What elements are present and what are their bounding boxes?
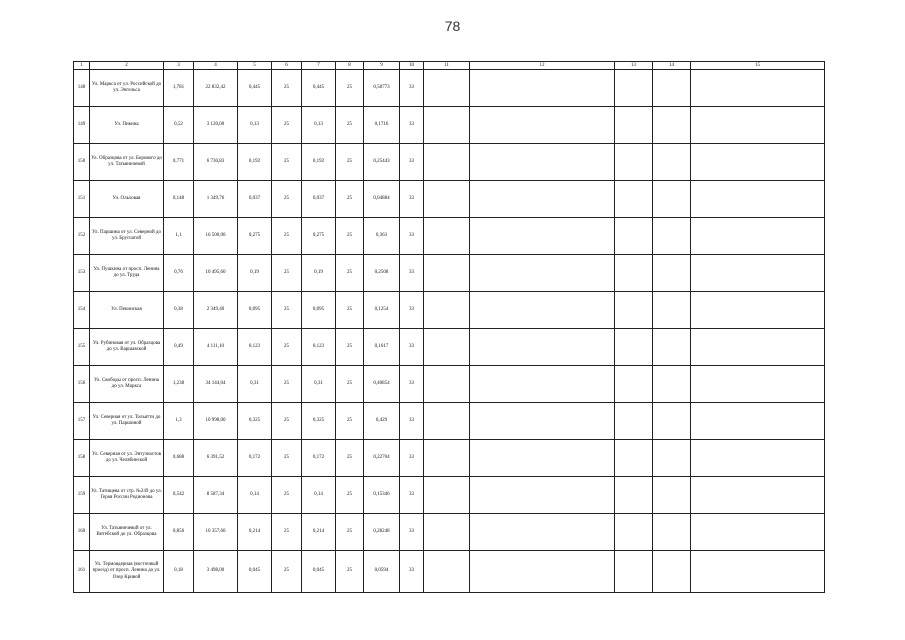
empty-cell-13 <box>615 477 653 514</box>
empty-cell-14 <box>653 551 691 593</box>
street-name-cell: Ул. Рубиновая от ул. Образцова до ул. Варшавской <box>90 329 164 366</box>
value-cell-c4: 10 357,60 <box>194 514 238 551</box>
row-number-cell: 148 <box>74 70 90 107</box>
value-cell-c7: 0,31 <box>302 366 336 403</box>
value-cell-c3: 1,3 <box>164 403 194 440</box>
value-cell-c3: 0,18 <box>164 551 194 593</box>
value-cell-c7: 0,172 <box>302 440 336 477</box>
value-cell-c6: 25 <box>272 70 302 107</box>
value-cell-c4: 16 500,00 <box>194 218 238 255</box>
empty-cell-11 <box>424 292 470 329</box>
page-number: 78 <box>444 18 461 34</box>
empty-cell-12 <box>470 514 615 551</box>
table-row <box>74 514 825 551</box>
value-cell-c7: 0,037 <box>302 181 336 218</box>
row-number-cell: 152 <box>74 218 90 255</box>
empty-cell-13 <box>615 329 653 366</box>
value-cell-c8: 25 <box>336 218 364 255</box>
value-cell-c6: 25 <box>272 366 302 403</box>
value-cell-c5: 0,192 <box>238 144 272 181</box>
empty-cell-14 <box>653 70 691 107</box>
empty-cell-11 <box>424 218 470 255</box>
value-cell-c9: 0,429 <box>364 403 400 440</box>
empty-cell-13 <box>615 403 653 440</box>
value-cell-c8: 25 <box>336 366 364 403</box>
street-name-cell: Ул. Ольховая <box>90 181 164 218</box>
empty-cell-15 <box>691 551 825 593</box>
column-header: 7 <box>302 62 336 70</box>
table-row <box>74 366 825 403</box>
value-cell-c5: 0,275 <box>238 218 272 255</box>
value-cell-c6: 25 <box>272 292 302 329</box>
value-cell-c6: 25 <box>272 514 302 551</box>
value-cell-c8: 25 <box>336 292 364 329</box>
empty-cell-15 <box>691 218 825 255</box>
table-row <box>74 70 825 107</box>
table-row <box>74 255 825 292</box>
empty-cell-11 <box>424 477 470 514</box>
empty-cell-14 <box>653 181 691 218</box>
empty-cell-15 <box>691 292 825 329</box>
column-header: 8 <box>336 62 364 70</box>
value-cell-c8: 25 <box>336 551 364 593</box>
empty-cell-15 <box>691 107 825 144</box>
table-row <box>74 440 825 477</box>
column-header: 4 <box>194 62 238 70</box>
value-cell-c5: 0,445 <box>238 70 272 107</box>
empty-cell-15 <box>691 181 825 218</box>
value-cell-c5: 0,31 <box>238 366 272 403</box>
empty-cell-13 <box>615 255 653 292</box>
empty-cell-14 <box>653 218 691 255</box>
value-cell-c10: 33 <box>400 218 424 255</box>
empty-cell-12 <box>470 107 615 144</box>
value-cell-c3: 0,76 <box>164 255 194 292</box>
street-name-cell: Ул. Пикина <box>90 107 164 144</box>
value-cell-c3: 0,542 <box>164 477 194 514</box>
value-cell-c7: 0,095 <box>302 292 336 329</box>
empty-cell-12 <box>470 403 615 440</box>
value-cell-c9: 0,22704 <box>364 440 400 477</box>
table-row <box>74 107 825 144</box>
empty-cell-15 <box>691 477 825 514</box>
empty-cell-13 <box>615 551 653 593</box>
street-name-cell: Ул. Северная от ул. Энтузиастов до ул. Челябинской <box>90 440 164 477</box>
value-cell-c9: 0,15346 <box>364 477 400 514</box>
value-cell-c7: 0,192 <box>302 144 336 181</box>
street-name-cell: Ул. Пекинская <box>90 292 164 329</box>
empty-cell-11 <box>424 329 470 366</box>
empty-cell-14 <box>653 440 691 477</box>
empty-cell-11 <box>424 70 470 107</box>
empty-cell-13 <box>615 181 653 218</box>
value-cell-c3: 0,148 <box>164 181 194 218</box>
value-cell-c9: 0,2508 <box>364 255 400 292</box>
value-cell-c8: 25 <box>336 255 364 292</box>
empty-cell-12 <box>470 440 615 477</box>
value-cell-c3: 0,49 <box>164 329 194 366</box>
empty-cell-14 <box>653 255 691 292</box>
row-number-cell: 154 <box>74 292 90 329</box>
empty-cell-13 <box>615 144 653 181</box>
empty-cell-15 <box>691 329 825 366</box>
value-cell-c10: 33 <box>400 477 424 514</box>
value-cell-c10: 33 <box>400 255 424 292</box>
value-cell-c8: 25 <box>336 403 364 440</box>
value-cell-c7: 0,123 <box>302 329 336 366</box>
table-row <box>74 329 825 366</box>
value-cell-c10: 33 <box>400 107 424 144</box>
value-cell-c7: 0,325 <box>302 403 336 440</box>
value-cell-c3: 0,771 <box>164 144 194 181</box>
value-cell-c9: 0,363 <box>364 218 400 255</box>
column-header: 2 <box>90 62 164 70</box>
row-number-cell: 150 <box>74 144 90 181</box>
value-cell-c5: 0,095 <box>238 292 272 329</box>
column-header: 11 <box>424 62 470 70</box>
table-row <box>74 218 825 255</box>
empty-cell-11 <box>424 551 470 593</box>
empty-cell-14 <box>653 144 691 181</box>
value-cell-c10: 33 <box>400 292 424 329</box>
table-row <box>74 144 825 181</box>
street-name-cell: Ул. Татищева от стр. №249 до ул. Героя России Родионова <box>90 477 164 514</box>
empty-cell-11 <box>424 403 470 440</box>
empty-cell-14 <box>653 366 691 403</box>
value-cell-c5: 0,325 <box>238 403 272 440</box>
table-row <box>74 551 825 593</box>
value-cell-c6: 25 <box>272 403 302 440</box>
column-header: 9 <box>364 62 400 70</box>
value-cell-c4: 6 391,52 <box>194 440 238 477</box>
value-cell-c5: 0,172 <box>238 440 272 477</box>
value-cell-c9: 0,04884 <box>364 181 400 218</box>
value-cell-c4: 3 498,00 <box>194 551 238 593</box>
value-cell-c6: 25 <box>272 255 302 292</box>
empty-cell-11 <box>424 181 470 218</box>
empty-cell-11 <box>424 107 470 144</box>
empty-cell-12 <box>470 477 615 514</box>
value-cell-c9: 0,1617 <box>364 329 400 366</box>
value-cell-c7: 0,275 <box>302 218 336 255</box>
table-row <box>74 181 825 218</box>
value-cell-c4: 3 120,00 <box>194 107 238 144</box>
street-name-cell: Ул. Образцова от ул. Борового до ул. Татьяничевой <box>90 144 164 181</box>
empty-cell-13 <box>615 440 653 477</box>
street-name-cell: Ул. Пушкина от просп. Ленина до ул. Труда <box>90 255 164 292</box>
row-number-cell: 160 <box>74 514 90 551</box>
value-cell-c3: 1,1 <box>164 218 194 255</box>
value-cell-c3: 0,52 <box>164 107 194 144</box>
value-cell-c5: 0,14 <box>238 477 272 514</box>
empty-cell-12 <box>470 144 615 181</box>
row-number-cell: 151 <box>74 181 90 218</box>
value-cell-c9: 0,40854 <box>364 366 400 403</box>
value-cell-c8: 25 <box>336 107 364 144</box>
value-cell-c6: 25 <box>272 218 302 255</box>
empty-cell-14 <box>653 292 691 329</box>
row-number-cell: 159 <box>74 477 90 514</box>
empty-cell-12 <box>470 218 615 255</box>
row-number-cell: 157 <box>74 403 90 440</box>
value-cell-c7: 0,214 <box>302 514 336 551</box>
empty-cell-15 <box>691 514 825 551</box>
value-cell-c4: 8 587,34 <box>194 477 238 514</box>
value-cell-c5: 0,123 <box>238 329 272 366</box>
value-cell-c9: 0,25443 <box>364 144 400 181</box>
empty-cell-11 <box>424 366 470 403</box>
empty-cell-12 <box>470 366 615 403</box>
value-cell-c10: 33 <box>400 514 424 551</box>
column-header: 12 <box>470 62 615 70</box>
empty-cell-11 <box>424 255 470 292</box>
row-number-cell: 153 <box>74 255 90 292</box>
empty-cell-13 <box>615 514 653 551</box>
street-name-cell: Ул. Татьяничевой от ул. Витебской до ул. Образцова <box>90 514 164 551</box>
value-cell-c10: 33 <box>400 551 424 593</box>
empty-cell-15 <box>691 144 825 181</box>
value-cell-c7: 0,13 <box>302 107 336 144</box>
value-cell-c10: 33 <box>400 329 424 366</box>
value-cell-c10: 33 <box>400 403 424 440</box>
table-row <box>74 477 825 514</box>
road-table <box>73 61 825 593</box>
empty-cell-13 <box>615 107 653 144</box>
street-name-cell: Ул. Маркса от ул. Российской до ул. Энгельса <box>90 70 164 107</box>
value-cell-c8: 25 <box>336 514 364 551</box>
value-cell-c9: 0,0594 <box>364 551 400 593</box>
value-cell-c10: 33 <box>400 366 424 403</box>
empty-cell-15 <box>691 403 825 440</box>
empty-cell-12 <box>470 329 615 366</box>
value-cell-c5: 0,13 <box>238 107 272 144</box>
value-cell-c7: 0,445 <box>302 70 336 107</box>
value-cell-c6: 25 <box>272 107 302 144</box>
empty-cell-13 <box>615 366 653 403</box>
row-number-cell: 158 <box>74 440 90 477</box>
value-cell-c9: 0,1254 <box>364 292 400 329</box>
value-cell-c10: 33 <box>400 440 424 477</box>
empty-cell-12 <box>470 70 615 107</box>
value-cell-c7: 0,045 <box>302 551 336 593</box>
value-cell-c8: 25 <box>336 181 364 218</box>
value-cell-c5: 0,045 <box>238 551 272 593</box>
empty-cell-11 <box>424 440 470 477</box>
table-row <box>74 403 825 440</box>
value-cell-c6: 25 <box>272 181 302 218</box>
street-name-cell: Ул. Паршина от ул. Северной до ул. Брусчатой <box>90 218 164 255</box>
column-header: 6 <box>272 62 302 70</box>
value-cell-c8: 25 <box>336 329 364 366</box>
value-cell-c3: 0,856 <box>164 514 194 551</box>
value-cell-c5: 0,214 <box>238 514 272 551</box>
value-cell-c4: 4 111,10 <box>194 329 238 366</box>
value-cell-c6: 25 <box>272 477 302 514</box>
column-header: 5 <box>238 62 272 70</box>
empty-cell-14 <box>653 107 691 144</box>
value-cell-c6: 25 <box>272 144 302 181</box>
value-cell-c8: 25 <box>336 440 364 477</box>
empty-cell-14 <box>653 329 691 366</box>
value-cell-c10: 33 <box>400 70 424 107</box>
value-cell-c3: 1,781 <box>164 70 194 107</box>
empty-cell-15 <box>691 440 825 477</box>
value-cell-c9: 0,28248 <box>364 514 400 551</box>
table-body <box>74 62 825 593</box>
value-cell-c10: 33 <box>400 181 424 218</box>
column-header: 10 <box>400 62 424 70</box>
street-name-cell: Ул. Термоядерная (восточный проезд) от просп. Ленина до ул. Озер Кривой <box>90 551 164 593</box>
empty-cell-12 <box>470 255 615 292</box>
empty-cell-12 <box>470 292 615 329</box>
column-header: 3 <box>164 62 194 70</box>
street-name-cell: Ул. Северная от ул. Тольятти до ул. Паршиной <box>90 403 164 440</box>
value-cell-c4: 1 349,76 <box>194 181 238 218</box>
value-cell-c10: 33 <box>400 144 424 181</box>
row-number-cell: 161 <box>74 551 90 593</box>
value-cell-c6: 25 <box>272 440 302 477</box>
value-cell-c9: 0,58773 <box>364 70 400 107</box>
row-number-cell: 156 <box>74 366 90 403</box>
column-header: 14 <box>653 62 691 70</box>
value-cell-c4: 22 832,42 <box>194 70 238 107</box>
value-cell-c4: 10 495,60 <box>194 255 238 292</box>
value-cell-c4: 2 349,40 <box>194 292 238 329</box>
column-header: 1 <box>74 62 90 70</box>
empty-cell-15 <box>691 255 825 292</box>
row-number-cell: 149 <box>74 107 90 144</box>
empty-cell-14 <box>653 477 691 514</box>
value-cell-c9: 0,1716 <box>364 107 400 144</box>
row-number-cell: 155 <box>74 329 90 366</box>
value-cell-c4: 34 144,04 <box>194 366 238 403</box>
empty-cell-12 <box>470 181 615 218</box>
value-cell-c6: 25 <box>272 551 302 593</box>
empty-cell-12 <box>470 551 615 593</box>
empty-cell-13 <box>615 218 653 255</box>
empty-cell-13 <box>615 70 653 107</box>
empty-cell-14 <box>653 403 691 440</box>
value-cell-c8: 25 <box>336 70 364 107</box>
value-cell-c4: 10 998,00 <box>194 403 238 440</box>
value-cell-c8: 25 <box>336 477 364 514</box>
value-cell-c6: 25 <box>272 329 302 366</box>
value-cell-c7: 0,19 <box>302 255 336 292</box>
header-row <box>74 62 825 70</box>
table-row <box>74 292 825 329</box>
value-cell-c4: 6 730,83 <box>194 144 238 181</box>
empty-cell-15 <box>691 70 825 107</box>
column-header: 13 <box>615 62 653 70</box>
value-cell-c3: 1,238 <box>164 366 194 403</box>
empty-cell-15 <box>691 366 825 403</box>
value-cell-c8: 25 <box>336 144 364 181</box>
value-cell-c3: 0,688 <box>164 440 194 477</box>
empty-cell-14 <box>653 514 691 551</box>
value-cell-c3: 0,38 <box>164 292 194 329</box>
value-cell-c5: 0,19 <box>238 255 272 292</box>
column-header: 15 <box>691 62 825 70</box>
empty-cell-13 <box>615 292 653 329</box>
value-cell-c5: 0,037 <box>238 181 272 218</box>
empty-cell-11 <box>424 514 470 551</box>
empty-cell-11 <box>424 144 470 181</box>
value-cell-c7: 0,14 <box>302 477 336 514</box>
street-name-cell: Ул. Свободы от просп. Ленина до ул. Маркса <box>90 366 164 403</box>
